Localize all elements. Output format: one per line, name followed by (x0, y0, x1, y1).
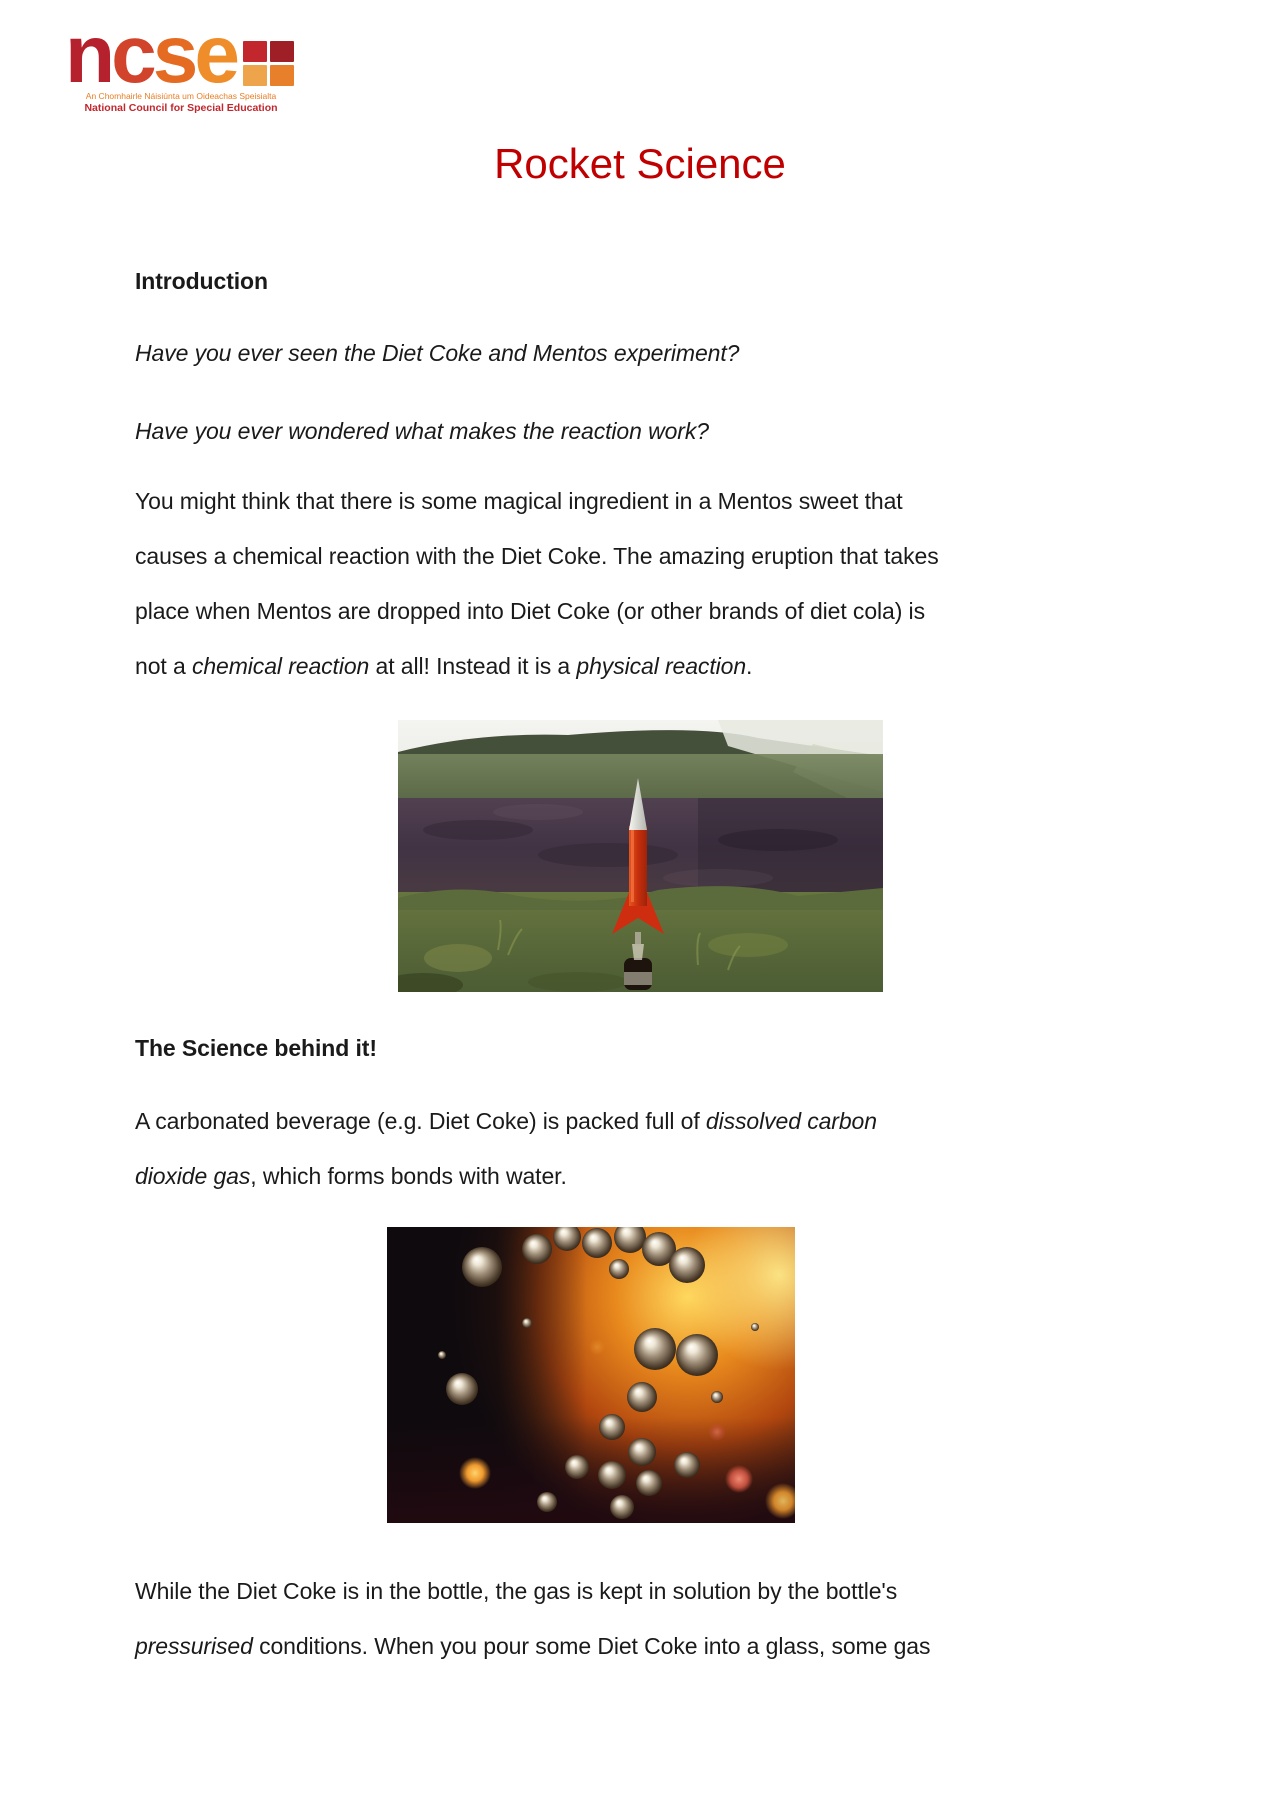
text-run: causes a chemical reaction with the Diet Coke. The amazing eruption that takes (135, 543, 939, 569)
text-line (135, 404, 1165, 459)
text-line (135, 639, 1165, 694)
rocket-illustration (398, 720, 883, 992)
text-run: Introduction (135, 268, 268, 294)
text-run: You might think that there is some magical ingredient in a Mentos sweet that (135, 488, 903, 514)
logo-letter-c: c (111, 9, 153, 100)
text-run: dioxide gas (135, 1163, 251, 1189)
logo-letter-n: n (65, 9, 112, 100)
text-line (135, 326, 1165, 381)
text-run: not a (135, 653, 192, 679)
text-run: Have you ever seen the Diet Coke and Mentos experiment? (135, 340, 740, 366)
text-run: dissolved carbon (705, 1108, 877, 1134)
text-run: chemical reaction (191, 653, 370, 679)
section-introduction (135, 0, 1165, 694)
text-run: place when Mentos are dropped into Diet Coke (or other brands of diet cola) is (135, 598, 925, 624)
page-title: Rocket Science (494, 140, 786, 187)
text-run: The Science behind it! (135, 1035, 377, 1061)
logo-letter-s: s (152, 9, 195, 100)
text-line (135, 254, 1165, 309)
text-line (135, 474, 1165, 529)
text-line (135, 1094, 1165, 1149)
ncse-subtitle-english: National Council for Special Education (84, 101, 278, 114)
text-run: physical reaction (576, 653, 747, 679)
text-run: While the Diet Coke is in the bottle, the gas is kept in solution by the bottle's (135, 1578, 898, 1604)
logo-letter-e: e (194, 9, 236, 100)
paragraph-bottle (135, 1564, 1165, 1674)
bubbles-illustration (387, 1227, 795, 1523)
text-run: at all! Instead it is a (369, 653, 577, 679)
text-run: pressurised (135, 1633, 253, 1659)
text-line (135, 1619, 1165, 1674)
question-2 (135, 404, 1165, 459)
text-run: A carbonated beverage (e.g. Diet Coke) is packed full of (135, 1108, 706, 1134)
ncse-subtitle-irish: An Chomhairle Náisiúnta um Oideachas Speisialta (85, 90, 277, 101)
document-body (135, 0, 1165, 1674)
section-bottle (135, 1523, 1165, 1674)
text-run: , which forms bonds with water. (250, 1163, 567, 1189)
text-line (135, 1021, 1165, 1076)
text-line (135, 1149, 1165, 1204)
text-line (135, 529, 1165, 584)
rocket-photo (398, 720, 883, 992)
bubbles-photo (387, 1227, 795, 1523)
paragraph-carbonated (135, 1094, 1165, 1204)
paragraph-intro (135, 474, 1165, 694)
section-science (135, 992, 1165, 1204)
heading-science (135, 1021, 1165, 1076)
text-run: . (746, 653, 753, 679)
heading-introduction (135, 254, 1165, 309)
text-line (135, 584, 1165, 639)
text-run: conditions. When you pour some Diet Coke into a glass, some gas (252, 1633, 931, 1659)
question-1 (135, 326, 1165, 381)
text-line (135, 1564, 1165, 1619)
text-run: Have you ever wondered what makes the reaction work? (135, 418, 709, 444)
